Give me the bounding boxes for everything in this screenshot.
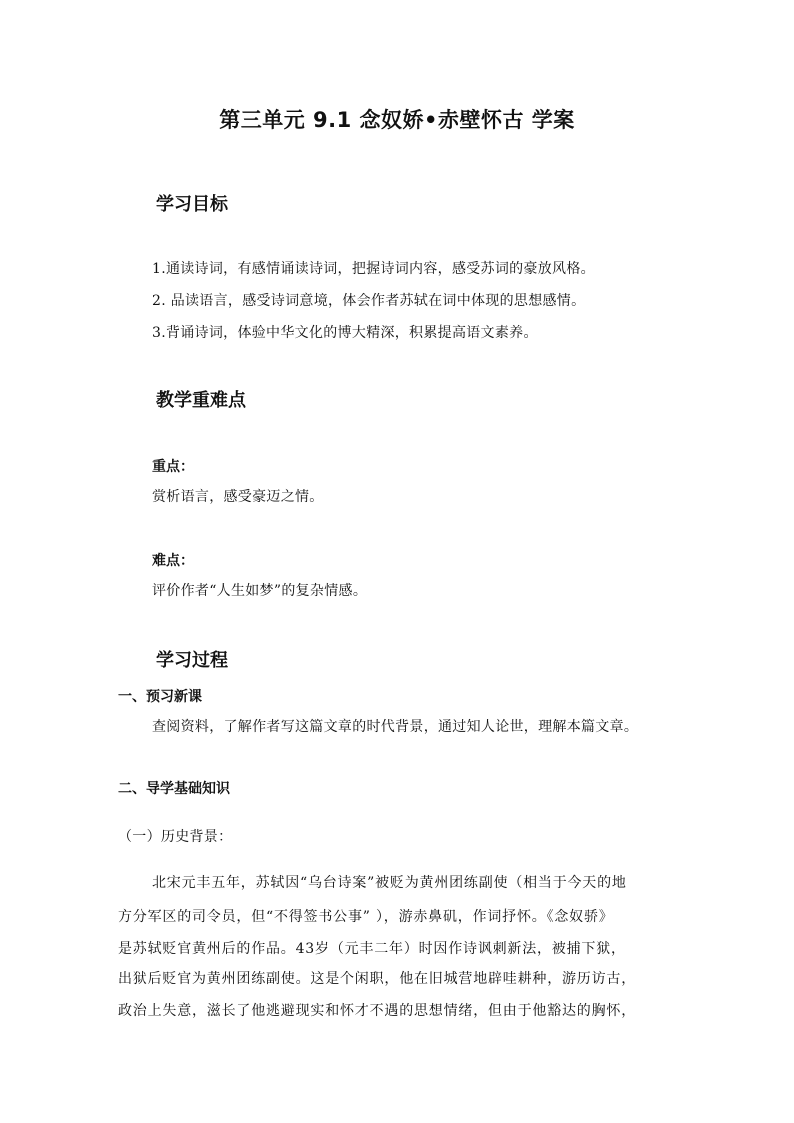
goal-item-2: 2. 品读语言，感受诗词意境，体会作者苏轼在词中体现的思想感情。 (152, 293, 586, 309)
goal-item-1: 1.通读诗词，有感情诵读诗词，把握诗词内容，感受苏词的豪放风格。 (152, 261, 595, 277)
section-heading-process: 学习过程 (156, 650, 228, 671)
part1-heading: 一、预习新课 (118, 689, 202, 705)
difficult-point-label: 难点： (152, 553, 194, 569)
paragraph-line-3: 是苏轼贬官黄州后的作品。43岁（元丰二年）时因作诗讽刺新法，被捕下狱， (118, 941, 626, 957)
part2-sub-heading: （一）历史背景： (118, 829, 233, 845)
paragraph-line-4: 出狱后贬官为黄州团练副使。这是个闲职，他在旧城营地辟哇耕种，游历访古， (118, 971, 636, 987)
page-title: 第三单元 9.1 念奴娇•赤壁怀古 学案 (219, 108, 575, 132)
key-point-label: 重点： (152, 459, 194, 475)
key-point-text: 赏析语言，感受豪迈之情。 (152, 489, 324, 505)
part2-heading: 二、导学基础知识 (118, 781, 230, 797)
paragraph-line-5: 政治上失意，滋长了他逃避现实和怀才不遇的思想情绪，但由于他豁达的胸怀， (118, 1003, 636, 1019)
section-heading-key-points: 教学重难点 (156, 390, 246, 411)
goal-item-3: 3.背诵诗词，体验中华文化的博大精深，积累提高语文素养。 (152, 325, 538, 341)
part1-text: 查阅资料，了解作者写这篇文章的时代背景，通过知人论世，理解本篇文章。 (152, 719, 639, 735)
paragraph-line-1: 北宋元丰五年，苏轼因“乌台诗案”被贬为黄州团练副使（相当于今天的地 (152, 875, 627, 891)
paragraph-line-2: 方分军区的司令员，但“不得签书公事” ），游赤鼻矶，作词抒怀。《念奴骄》 (118, 909, 614, 925)
section-heading-goals: 学习目标 (156, 194, 228, 215)
difficult-point-text: 评价作者“人生如梦”的复杂情感。 (152, 583, 368, 599)
